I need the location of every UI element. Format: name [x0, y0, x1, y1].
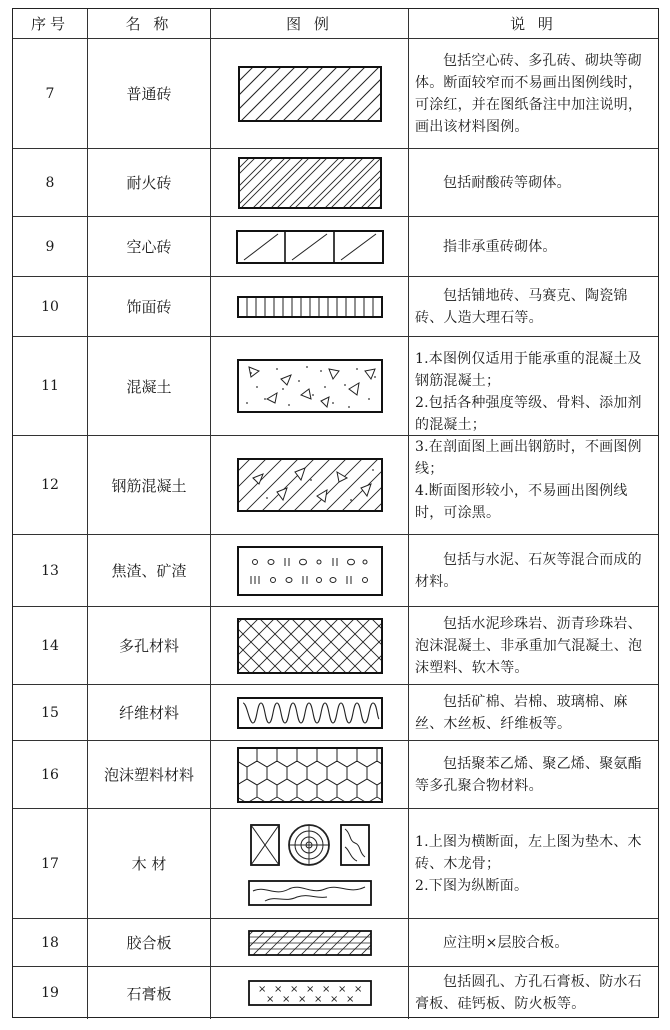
facing-brick-swatch	[211, 277, 409, 336]
svg-text:×: ×	[321, 984, 330, 995]
row-name: 石膏板	[88, 967, 211, 1019]
row-desc: 包括聚苯乙烯、聚乙烯、聚氨酯等多孔聚合物材料。	[415, 755, 642, 794]
timber-swatch	[211, 809, 409, 918]
table-row	[13, 607, 658, 685]
row-name: 耐火砖	[88, 149, 211, 216]
concrete-swatch	[211, 337, 409, 435]
row-no: 14	[13, 607, 88, 684]
header-name: 名 称	[88, 9, 211, 38]
table-row	[13, 741, 658, 809]
gypsum-board-swatch	[211, 967, 409, 1019]
svg-text:×: ×	[337, 984, 346, 995]
row-desc: 应注明×层胶合板。	[443, 934, 569, 951]
row-name: 多孔材料	[88, 607, 211, 684]
row-no: 11	[13, 337, 88, 435]
row-name: 木 材	[88, 809, 211, 918]
row-desc: 包括耐酸砖等砌体。	[443, 174, 571, 191]
row-no: 12	[13, 436, 88, 534]
table-header	[13, 9, 658, 39]
row-desc: 1.上图为横断面，左上图为垫木、木砖、木龙骨； 2.下图为纵断面。	[415, 833, 642, 894]
row-desc: 包括与水泥、石灰等混合而成的材料。	[415, 551, 642, 590]
row-desc: 包括矿棉、岩棉、玻璃棉、麻丝、木丝板、纤维板等。	[415, 693, 628, 732]
fiber-swatch	[211, 685, 409, 740]
row-no: 10	[13, 277, 88, 336]
row-no: 19	[13, 967, 88, 1019]
row-name: 饰面砖	[88, 277, 211, 336]
header-no: 序号	[13, 9, 88, 38]
row-name: 普通砖	[88, 39, 211, 148]
svg-text:×: ×	[345, 994, 354, 1005]
row-desc: 包括空心砖、多孔砖、砌块等砌体。断面较窄而不易画出图例线时，可涂红，并在图纸备注中加注说明，画出该材料图例。	[415, 52, 643, 135]
table-row	[13, 919, 658, 967]
row-name: 空心砖	[88, 217, 211, 276]
row-name: 混凝土	[88, 337, 211, 435]
row-desc: 指非承重砖砌体。	[443, 238, 557, 255]
row-no: 9	[13, 217, 88, 276]
table-row	[13, 535, 658, 607]
svg-text:×: ×	[257, 984, 266, 995]
row-desc: 包括圆孔、方孔石膏板、防水石膏板、硅钙板、防火板等。	[415, 974, 642, 1012]
table-row	[13, 685, 658, 741]
slag-swatch	[211, 535, 409, 606]
row-no: 7	[13, 39, 88, 148]
table-row	[13, 967, 658, 1019]
svg-text:×: ×	[353, 984, 362, 995]
svg-text:×: ×	[281, 994, 290, 1005]
svg-text:×: ×	[289, 984, 298, 995]
svg-text:×: ×	[305, 984, 314, 995]
row-no: 17	[13, 809, 88, 918]
svg-text:×: ×	[313, 994, 322, 1005]
svg-text:×: ×	[297, 994, 306, 1005]
row-no: 15	[13, 685, 88, 740]
row-name: 胶合板	[88, 919, 211, 966]
row-desc: 包括水泥珍珠岩、沥青珍珠岩、泡沫混凝土、非承重加气混凝土、泡沫塑料、软木等。	[415, 615, 643, 676]
table-row	[13, 809, 658, 919]
plywood-swatch	[211, 919, 409, 966]
foam-hexagon-swatch	[211, 741, 409, 808]
row-name: 钢筋混凝土	[88, 436, 211, 534]
row-name: 焦渣、矿渣	[88, 535, 211, 606]
svg-text:×: ×	[273, 984, 282, 995]
table-row	[13, 39, 658, 149]
table-row	[13, 149, 658, 217]
material-legend-table	[12, 8, 659, 1018]
table-row	[13, 277, 658, 337]
svg-text:×: ×	[329, 994, 338, 1005]
header-legend: 图 例	[211, 9, 409, 38]
hollow-brick-swatch	[211, 217, 409, 276]
row-no: 13	[13, 535, 88, 606]
firebrick-hatch-swatch	[211, 149, 409, 216]
row-name: 泡沫塑料材料	[88, 741, 211, 808]
concrete-notes: 1.本图例仅适用于能承重的混凝土及钢筋混凝土； 2.包括各种强度等级、骨料、添加剂的混凝土； 3.在剖面图上画出钢筋时，不画图例线； 4.断面图形较小，不易画出图例线时，可涂黑。	[409, 337, 658, 535]
row-desc: 包括铺地砖、马赛克、陶瓷锦砖、人造大理石等。	[415, 287, 628, 326]
table-row	[13, 217, 658, 277]
row-no: 16	[13, 741, 88, 808]
row-no: 8	[13, 149, 88, 216]
brick-hatch-swatch	[211, 39, 409, 148]
header-desc: 说 明	[510, 14, 557, 33]
svg-text:×: ×	[265, 994, 274, 1005]
row-name: 纤维材料	[88, 685, 211, 740]
porous-crosshatch-swatch	[211, 607, 409, 684]
reinforced-concrete-swatch	[211, 436, 409, 534]
row-no: 18	[13, 919, 88, 966]
